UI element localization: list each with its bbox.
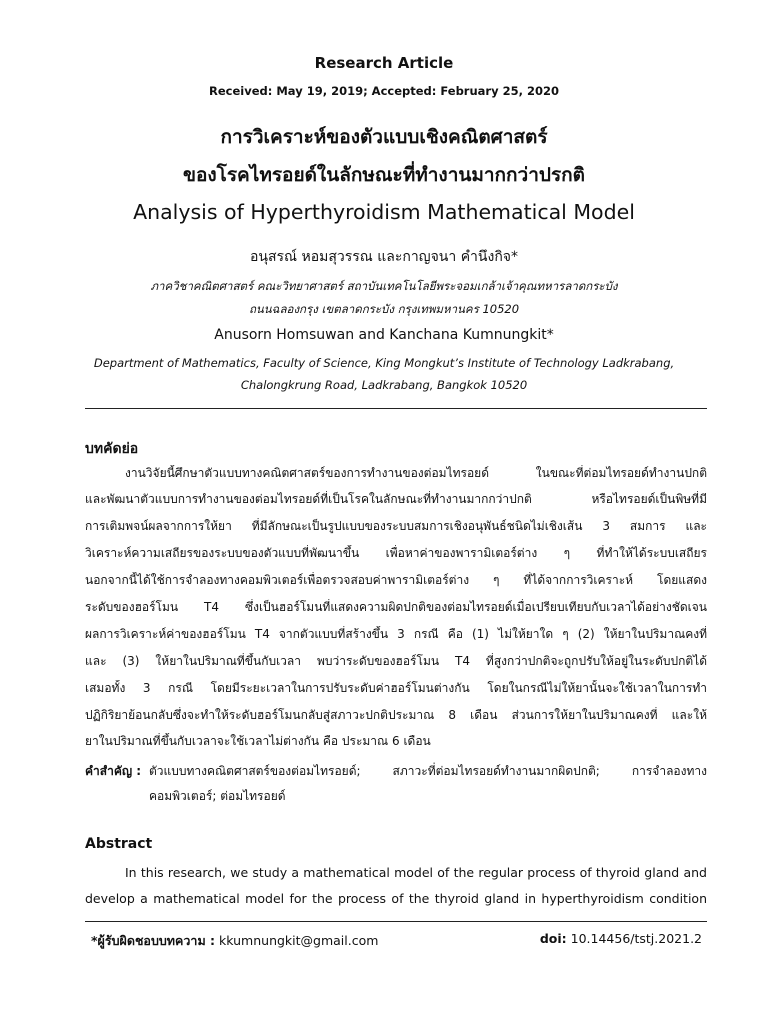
- abstract-thai-line: และพัฒนาตัวแบบการทำงานของต่อมไทรอยด์ที่เป็นโรคในลักษณะที่ทำงานมากกว่าปกติ หรือไทรอยด์เป็นพิษที่มี: [85, 492, 707, 506]
- abstract-thai-line: เสมอทั้ง 3 กรณี โดยมีระยะเวลาในการปรับระดับค่าฮอร์โมนต่างกัน โดยในกรณีไม่ให้ยานั้นจะใช้เวลาในการทำ: [85, 681, 707, 695]
- abstract-thai-line: ปฏิกิริยาย้อนกลับซึ่งจะทำให้ระดับฮอร์โมนกลับสู่สภาวะปกติประมาณ 8 เดือน ส่วนการให้ยาในปริมาณคงที่ และให้: [85, 708, 707, 722]
- received-accepted-dates: Received: May 19, 2019; Accepted: February 25, 2020: [209, 84, 559, 98]
- title-thai-line-2: ของโรคไทรอยด์ในลักษณะที่ทำงานมากกว่าปรกติ: [182, 164, 586, 186]
- corresponding-email[interactable]: kkumnungkit@gmail.com: [219, 933, 379, 948]
- affiliation-thai-line-2: ถนนฉลองกรุง เขตลาดกระบัง กรุงเทพมหานคร 10520: [248, 302, 520, 316]
- abstract-thai-line: ระดับของฮอร์โมน T4 ซึ่งเป็นฮอร์โมนที่แสดงความผิดปกติของต่อมไทรอยด์เมื่อเปรียบเทียบกับเวลาได้อย่างชัดเจน: [85, 600, 707, 614]
- doi: [540, 931, 702, 946]
- abstract-thai-line: การเติมพจน์ผลจากการให้ยา ที่มีลักษณะเป็นรูปแบบของระบบสมการเชิงอนุพันธ์ชนิดไม่เชิงเส้น 3 สมการ และ: [85, 519, 707, 533]
- abstract-english-line: In this research, we study a mathematical model of the regular process of thyroid gland and: [125, 865, 707, 880]
- affiliation-thai-line-1: ภาควิชาคณิตศาสตร์ คณะวิทยาศาสตร์ สถาบันเทคโนโลยีพระจอมเกล้าเจ้าคุณทหารลาดกระบัง: [150, 279, 618, 293]
- affiliation-english-line-1: Department of Mathematics, Faculty of Science, King Mongkut’s Institute of Technology Ladkrabang,: [93, 356, 675, 370]
- abstract-thai-line: และ (3) ให้ยาในปริมาณที่ขึ้นกับเวลา พบว่าระดับของฮอร์โมน T4 ที่สูงกว่าปกติจะถูกปรับให้อยู่ในระดับปกติได้: [85, 654, 707, 668]
- affiliation-english-line-2: Chalongkrung Road, Ladkrabang, Bangkok 10520: [240, 378, 528, 392]
- keywords-line-2: คอมพิวเตอร์; ต่อมไทรอยด์: [149, 789, 286, 803]
- footer-divider: [85, 921, 707, 922]
- article-type: Research Article: [314, 54, 454, 72]
- abstract-thai-line: วิเคราะห์ความเสถียรของระบบของตัวแบบที่พัฒนาขึ้น เพื่อหาค่าของพารามิเตอร์ต่าง ๆ ที่ทำให้ได้ระบบเสถียร: [85, 546, 707, 560]
- corresponding-author-label: *ผู้รับผิดชอบบทความ :: [91, 933, 216, 948]
- abstract-english-line: develop a mathematical model for the process of the thyroid gland in hyperthyroidism condition: [85, 891, 707, 906]
- keywords-label: คำสำคัญ :: [85, 764, 142, 778]
- title-english: Analysis of Hyperthyroidism Mathematical Model: [133, 200, 635, 224]
- authors-english: Anusorn Homsuwan and Kanchana Kumnungkit*: [214, 327, 554, 343]
- keywords-line-1: ตัวแบบทางคณิตศาสตร์ของต่อมไทรอยด์; สภาวะที่ต่อมไทรอยด์ทำงานมากผิดปกติ; การจำลองทาง: [149, 764, 707, 778]
- corresponding-author: [91, 931, 378, 951]
- abstract-thai-line: งานวิจัยนี้ศึกษาตัวแบบทางคณิตศาสตร์ของการทำงานของต่อมไทรอยด์ ในขณะที่ต่อมไทรอยด์ทำงานปกติ: [125, 466, 707, 480]
- doi-label: doi:: [539, 931, 567, 946]
- doi-value[interactable]: 10.14456/tstj.2021.2: [570, 931, 702, 946]
- abstract-english-heading: Abstract: [85, 836, 153, 852]
- title-thai-line-1: การวิเคราะห์ของตัวแบบเชิงคณิตศาสตร์: [220, 126, 548, 148]
- abstract-thai-line: ยาในปริมาณที่ขึ้นกับเวลาจะใช้เวลาไม่ต่างกัน คือ ประมาณ 6 เดือน: [85, 734, 431, 748]
- authors-thai: อนุสรณ์ หอมสุวรรณ และกาญจนา คำนึงกิจ*: [249, 249, 519, 265]
- abstract-thai-line: นอกจากนี้ได้ใช้การจำลองทางคอมพิวเตอร์เพื่อตรวจสอบค่าพารามิเตอร์ต่าง ๆ ที่ได้จากการวิเคราะห์ โดยแสดง: [85, 573, 707, 587]
- header-divider: [85, 408, 707, 409]
- abstract-thai-heading: บทคัดย่อ: [85, 441, 139, 457]
- abstract-thai-line: ผลการวิเคราะห์ค่าของฮอร์โมน T4 จากตัวแบบที่สร้างขึ้น 3 กรณี คือ (1) ไม่ให้ยาใด ๆ (2) ให้ยาในปริมาณคงที่: [85, 627, 707, 641]
